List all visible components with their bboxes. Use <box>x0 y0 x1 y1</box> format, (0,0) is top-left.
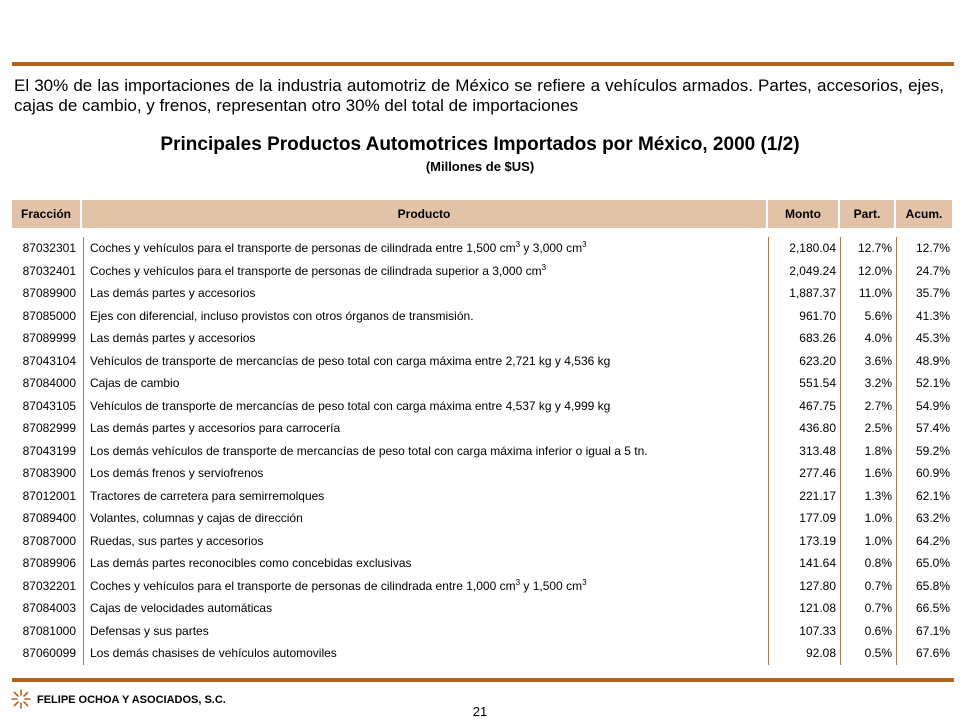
cell-monto: 127.80 <box>799 578 836 593</box>
cell-fraccion: 87084000 <box>22 376 76 390</box>
cell-part: 12.7% <box>857 241 892 255</box>
cell-producto: Las demás partes y accesorios <box>90 331 256 345</box>
cell-monto: 221.17 <box>799 488 836 503</box>
cell-producto: Defensas y sus partes <box>90 623 209 638</box>
table-row <box>12 620 952 643</box>
cell-fraccion: 87043104 <box>22 353 76 368</box>
cell-part: 3.6% <box>864 353 892 368</box>
cell-acum: 63.2% <box>915 511 950 525</box>
cell-producto: Ruedas, sus partes y accesorios <box>90 533 264 548</box>
cell-part: 1.3% <box>864 488 892 503</box>
cell-producto: Ejes con diferencial, incluso provistos con otros órganos de transmisión. <box>90 308 474 323</box>
cell-acum: 48.9% <box>915 353 950 368</box>
cell-acum: 54.9% <box>915 398 950 413</box>
table-row <box>12 485 952 508</box>
cell-fraccion: 87032401 <box>22 263 76 278</box>
cell-fraccion: 87089906 <box>22 556 76 570</box>
cell-producto: Coches y vehículos para el transporte de personas de cilindrada entre 1,000 $cm^3$ y 1,500 $cm^3$ <box>90 577 587 593</box>
cell-fraccion: 87089400 <box>22 511 76 525</box>
cell-acum: 45.3% <box>915 331 950 345</box>
cell-monto: 961.70 <box>799 308 836 323</box>
table-row <box>12 282 952 305</box>
cell-fraccion: 87060099 <box>22 646 76 660</box>
cell-fraccion: 87083900 <box>22 466 76 480</box>
table-row <box>12 237 952 260</box>
cell-monto: 2,180.04 <box>789 241 836 255</box>
cell-acum: 12.7% <box>915 241 950 255</box>
cell-producto: Coches y vehículos para el transporte de personas de cilindrada entre 1,500 $cm^3$ y 3,000 $cm^3$ <box>90 240 587 255</box>
cell-acum: 52.1% <box>915 376 950 390</box>
cell-monto: 436.80 <box>799 421 836 435</box>
cell-producto: Los demás chasises de vehículos automoviles <box>90 646 337 660</box>
table-row <box>12 372 952 395</box>
cell-producto: Las demás partes y accesorios para carrocería <box>90 421 341 435</box>
cell-fraccion: 87043199 <box>22 443 76 458</box>
cell-monto: 2,049.24 <box>789 263 836 278</box>
table-row <box>12 305 952 328</box>
cell-fraccion: 87085000 <box>22 308 76 323</box>
cell-acum: 62.1% <box>915 488 950 503</box>
cell-producto: Coches y vehículos para el transporte de personas de cilindrada superior a 3,000 $cm^3$ <box>90 262 547 278</box>
cell-monto: 623.20 <box>799 353 836 368</box>
cell-producto: Los demás frenos y serviofrenos <box>90 466 264 480</box>
cell-part: 2.7% <box>864 398 892 413</box>
cell-monto: 1,887.37 <box>789 286 836 300</box>
table-row <box>12 417 952 440</box>
cell-monto: 313.48 <box>799 443 836 458</box>
intro-paragraph: El 30% de las importaciones de la industria automotriz de México se refiere a vehículos armados. Partes, accesorios, ejes, cajas de cambio, y frenos, representan otro 30% del total de importaciones <box>14 76 944 115</box>
header-producto: Producto <box>82 200 768 228</box>
header-part: Part. <box>840 200 896 228</box>
cell-producto: Volantes, columnas y cajas de dirección <box>90 511 303 525</box>
table-row <box>12 597 952 620</box>
cell-part: 5.6% <box>864 308 892 323</box>
page-subtitle: (Millones de $US) <box>425 159 535 174</box>
cell-monto: 92.08 <box>805 646 836 660</box>
cell-part: 1.6% <box>864 466 892 480</box>
cell-fraccion: 87087000 <box>22 533 76 548</box>
cell-fraccion: 87043105 <box>22 398 76 413</box>
cell-acum: 65.0% <box>915 556 950 570</box>
table-row <box>12 552 952 575</box>
table-row <box>12 440 952 463</box>
cell-fraccion: 87032201 <box>22 578 76 593</box>
cell-producto: Cajas de cambio <box>90 376 180 390</box>
cell-acum: 65.8% <box>915 578 950 593</box>
cell-producto: Los demás vehículos de transporte de mercancías de peso total con carga máxima inferior o igual a 5 tn. <box>90 443 648 458</box>
cell-producto: Vehículos de transporte de mercancías de peso total con carga máxima entre 2,721 kg y 4,536 kg <box>90 353 611 368</box>
table-row <box>12 395 952 418</box>
cell-part: 4.0% <box>864 331 892 345</box>
cell-monto: 177.09 <box>799 511 836 525</box>
cell-fraccion: 87012001 <box>22 488 76 503</box>
cell-part: 0.6% <box>864 623 892 638</box>
cell-producto: Las demás partes y accesorios <box>90 286 256 300</box>
cell-part: 12.0% <box>857 263 892 278</box>
cell-part: 1.0% <box>864 533 892 548</box>
cell-part: 1.8% <box>864 443 892 458</box>
table-header <box>12 200 952 228</box>
cell-monto: 467.75 <box>799 398 836 413</box>
cell-acum: 24.7% <box>915 263 950 278</box>
cell-acum: 57.4% <box>915 421 950 435</box>
company-name: FELIPE OCHOA Y ASOCIADOS, S.C. <box>37 694 226 706</box>
cell-monto: 173.19 <box>799 533 836 548</box>
table-row <box>12 575 952 598</box>
cell-monto: 107.33 <box>799 623 836 638</box>
cell-part: 0.7% <box>864 601 892 615</box>
cell-acum: 67.1% <box>915 623 950 638</box>
cell-part: 11.0% <box>858 286 892 300</box>
cell-acum: 59.2% <box>915 443 950 458</box>
cell-part: 0.8% <box>864 556 892 570</box>
cell-producto: Las demás partes reconocibles como concebidas exclusivas <box>90 556 412 570</box>
cell-producto: Vehículos de transporte de mercancías de peso total con carga máxima entre 4,537 kg y 4,999 kg <box>90 398 611 413</box>
table-row <box>12 507 952 530</box>
page-number: 21 <box>472 704 488 719</box>
table-row <box>12 462 952 485</box>
cell-part: 0.7% <box>864 578 892 593</box>
cell-fraccion: 87082999 <box>22 421 76 435</box>
cell-part: 1.0% <box>864 511 892 525</box>
table-row <box>12 260 952 283</box>
cell-acum: 60.9% <box>915 466 950 480</box>
cell-producto: Cajas de velocidades automáticas <box>90 601 273 615</box>
cell-acum: 35.7% <box>915 286 950 300</box>
cell-part: 0.5% <box>864 646 892 660</box>
table-body <box>12 237 952 665</box>
header-monto: Monto <box>768 200 840 228</box>
bottom-rule <box>12 678 954 682</box>
header-fraccion: Fracción <box>12 200 82 228</box>
cell-fraccion: 87084003 <box>22 601 76 615</box>
table-row <box>12 350 952 373</box>
cell-acum: 66.5% <box>915 601 950 615</box>
cell-fraccion: 87032301 <box>22 241 76 255</box>
table-row <box>12 327 952 350</box>
cell-acum: 67.6% <box>915 646 950 660</box>
header-acum: Acum. <box>905 207 943 221</box>
cell-part: 2.5% <box>864 421 892 435</box>
top-rule <box>12 62 954 66</box>
cell-fraccion: 87089999 <box>22 331 76 345</box>
cell-monto: 277.46 <box>799 466 836 480</box>
cell-fraccion: 87089900 <box>22 286 76 300</box>
cell-acum: 41.3% <box>915 308 950 323</box>
cell-part: 3.2% <box>864 376 892 390</box>
cell-acum: 64.2% <box>915 533 950 548</box>
cell-monto: 141.64 <box>799 556 836 570</box>
cell-monto: 551.54 <box>799 376 836 390</box>
cell-monto: 121.08 <box>799 601 836 615</box>
cell-fraccion: 87081000 <box>22 623 76 638</box>
cell-monto: 683.26 <box>799 331 836 345</box>
table-row <box>12 530 952 553</box>
page-title: Principales Productos Automotrices Importados por México, 2000 (1/2) <box>160 134 800 155</box>
table-row <box>12 642 952 665</box>
cell-producto: Tractores de carretera para semirremolques <box>90 488 325 503</box>
